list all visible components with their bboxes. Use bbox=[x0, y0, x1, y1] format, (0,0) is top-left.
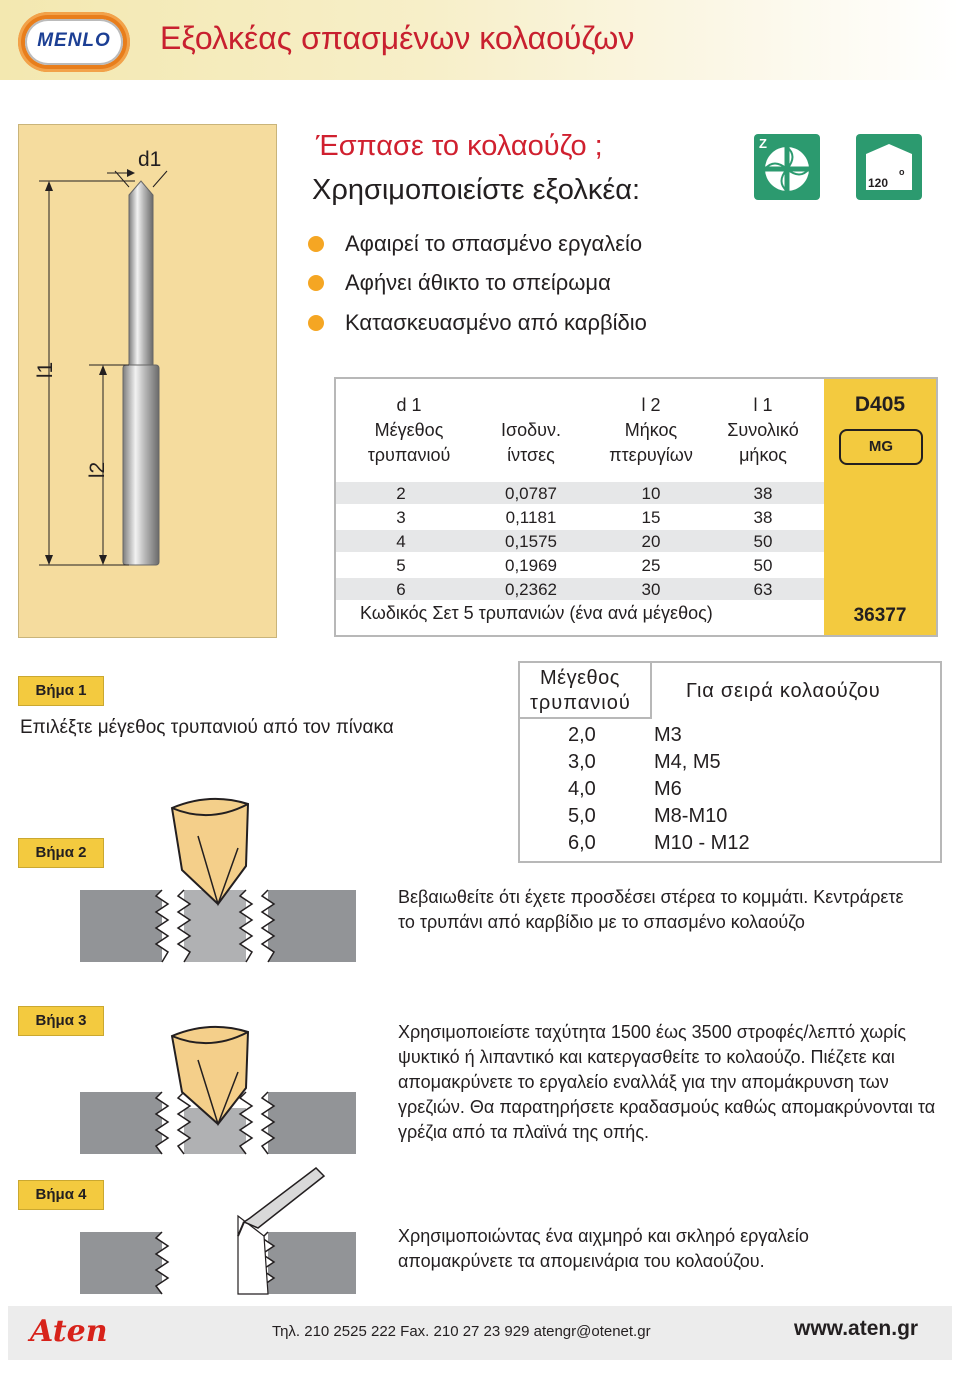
label-l2: l2 bbox=[86, 461, 110, 479]
size-header-line: τρυπανιού bbox=[530, 692, 631, 714]
cell-drill-size: 3,0 bbox=[568, 751, 596, 773]
step-1-badge: Βήμα 1 bbox=[18, 676, 104, 706]
spec-table bbox=[334, 377, 938, 637]
step-2-illustration bbox=[78, 778, 358, 978]
size-header-cell bbox=[520, 663, 652, 719]
cell-size: 3 bbox=[396, 508, 406, 527]
step-4-text: Χρησιμοποιώντας ένα αιχμηρό και σκληρό εργαλείο απομακρύνετε τα απομεινάρια του κολαούζου. bbox=[398, 1226, 809, 1271]
set-label: Κωδικός Σετ 5 τρυπανιών (ένα ανά μέγεθος) bbox=[360, 603, 713, 623]
cell-flute: 30 bbox=[641, 580, 661, 599]
cell-size: 4 bbox=[396, 532, 406, 551]
size-header-line: Μέγεθος bbox=[540, 667, 620, 689]
col-head-line: Συνολικό bbox=[727, 420, 799, 440]
intro-instruction: Χρησιμοποιείστε εξολκέα: bbox=[312, 174, 641, 206]
table-row bbox=[520, 724, 940, 751]
col-head-line: μήκος bbox=[739, 445, 787, 465]
spec-col-length bbox=[708, 393, 818, 468]
product-code: D405 bbox=[854, 393, 906, 416]
intro-question: Έσπασε το κολαούζο ; bbox=[316, 130, 603, 162]
cell-inch: 0,2362 bbox=[505, 580, 557, 599]
col-head-line: Μήκος bbox=[624, 420, 678, 440]
spec-col-inch bbox=[476, 418, 586, 468]
bullet-icon bbox=[308, 236, 324, 252]
table-row bbox=[520, 778, 940, 805]
flute-profile-icon bbox=[754, 134, 820, 200]
drill-photo-panel bbox=[18, 124, 277, 638]
cross-section-icon bbox=[762, 144, 812, 194]
step-4-illustration bbox=[78, 1166, 358, 1296]
cell-inch: 0,1181 bbox=[505, 508, 557, 527]
cell-tap-range: M4, M5 bbox=[654, 751, 721, 773]
spec-col-size bbox=[354, 393, 464, 468]
table-row bbox=[336, 530, 824, 552]
size-table bbox=[518, 661, 942, 863]
col-head-line: d 1 bbox=[396, 395, 422, 415]
bullet-icon bbox=[308, 315, 324, 331]
table-row bbox=[336, 482, 824, 504]
spec-col-flute bbox=[591, 393, 711, 468]
feature-item: Αφήνει άθικτο το σπείρωμα bbox=[345, 270, 611, 295]
cell-size: 5 bbox=[396, 556, 406, 575]
col-head-line: τρυπανιού bbox=[367, 445, 451, 465]
step-2-badge: Βήμα 2 bbox=[18, 838, 104, 868]
cell-length: 50 bbox=[753, 556, 773, 575]
bullet-icon bbox=[308, 275, 324, 291]
cell-tap-range: M10 - M12 bbox=[654, 832, 750, 854]
logo-inner bbox=[25, 19, 123, 65]
cell-flute: 25 bbox=[641, 556, 661, 575]
table-row bbox=[336, 554, 824, 576]
col-head-line: ίντσες bbox=[507, 445, 555, 465]
aten-logo: Aten bbox=[30, 1314, 108, 1349]
drill-illustration bbox=[19, 125, 276, 637]
footer-contacts: Τηλ. 210 2525 222 Fax. 210 27 23 929 atengr@otenet.gr bbox=[272, 1323, 651, 1340]
table-row bbox=[336, 506, 824, 528]
page-title: Εξολκέας σπασμένων κολαούζων bbox=[160, 20, 635, 56]
col-head-line: Ισοδυν. bbox=[501, 420, 561, 440]
cell-tap-range: M6 bbox=[654, 778, 682, 800]
step-4-badge: Βήμα 4 bbox=[18, 1180, 104, 1210]
cell-tap-range: M3 bbox=[654, 724, 682, 746]
cell-flute: 15 bbox=[641, 508, 661, 527]
col-head-line: πτερυγίων bbox=[609, 445, 693, 465]
cell-length: 50 bbox=[753, 532, 773, 551]
label-l1: l1 bbox=[34, 361, 58, 379]
tap-header: Για σειρά κολαούζου bbox=[686, 680, 881, 702]
material-badge: MG bbox=[839, 429, 923, 465]
cell-drill-size: 4,0 bbox=[568, 778, 596, 800]
step-3-illustration bbox=[78, 1016, 358, 1156]
cell-inch: 0,1575 bbox=[505, 532, 557, 551]
menlo-logo bbox=[18, 12, 130, 72]
icon-z-label: Z bbox=[759, 136, 767, 151]
icon-angle-label: 120 bbox=[868, 176, 889, 190]
step-2-text: Βεβαιωθείτε ότι έχετε προσδέσει στέρεα το κομμάτι. Κεντράρετε το τρυπάνι από καρβίδιο με το σπασμένο κολαούζο bbox=[398, 887, 904, 932]
cell-drill-size: 2,0 bbox=[568, 724, 596, 746]
step-1-text: Επιλέξτε μέγεθος τρυπανιού από τον πίνακα bbox=[20, 717, 394, 738]
product-code-column bbox=[824, 379, 936, 635]
cell-inch: 0,1969 bbox=[505, 556, 557, 575]
table-row bbox=[520, 832, 940, 859]
col-head-line: l 1 bbox=[753, 395, 773, 415]
feature-item: Αφαιρεί το σπασμένο εργαλείο bbox=[345, 231, 643, 256]
cell-flute: 10 bbox=[641, 484, 661, 503]
cell-size: 2 bbox=[396, 484, 406, 503]
label-d1: d1 bbox=[138, 148, 162, 171]
table-row bbox=[520, 805, 940, 832]
footer-bar bbox=[8, 1306, 952, 1360]
cell-size: 6 bbox=[396, 580, 406, 599]
degree-sign-icon: o bbox=[899, 167, 905, 177]
cell-length: 38 bbox=[753, 484, 773, 503]
logo-text: MENLO bbox=[37, 30, 111, 51]
cell-drill-size: 6,0 bbox=[568, 832, 596, 854]
table-row bbox=[520, 751, 940, 778]
set-code: 36377 bbox=[853, 605, 907, 626]
cell-flute: 20 bbox=[641, 532, 661, 551]
feature-item: Κατασκευασμένο από καρβίδιο bbox=[345, 310, 647, 335]
cell-drill-size: 5,0 bbox=[568, 805, 596, 827]
cell-length: 63 bbox=[753, 580, 773, 599]
step-3-badge: Βήμα 3 bbox=[18, 1006, 104, 1036]
col-head-line: l 2 bbox=[641, 395, 661, 415]
cell-inch: 0,0787 bbox=[505, 484, 557, 503]
cell-length: 38 bbox=[753, 508, 773, 527]
website-link[interactable]: www.aten.gr bbox=[794, 1317, 919, 1340]
point-angle-icon bbox=[856, 134, 922, 200]
table-row bbox=[336, 578, 824, 600]
col-head-line: Μέγεθος bbox=[374, 420, 444, 440]
step-3-text: Χρησιμοποιείστε ταχύτητα 1500 έως 3500 στροφές/λεπτό χωρίς ψυκτικό ή λιπαντικό και κατεργασθείτε το κολαούζο. Πιέζετε και απομακρύνετε το εργαλείο εναλλάξ για την απομάκρυνση των γρεζιών. Θα παρατηρήσετε κραδασμούς καθώς απομακρύνονται τα γρέζια από τα πλαϊνά της οπής. bbox=[398, 1022, 936, 1142]
cell-tap-range: M8-M10 bbox=[654, 805, 728, 827]
